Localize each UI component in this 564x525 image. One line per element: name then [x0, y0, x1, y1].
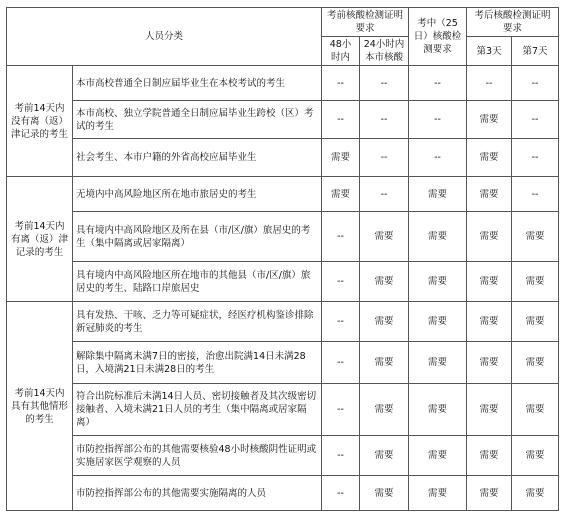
- cell-48h: --: [322, 436, 360, 476]
- cell-mid: 需要: [409, 212, 467, 262]
- cell-day3: 需要: [467, 101, 512, 139]
- cell-48h: --: [322, 342, 360, 384]
- group-label: 考前14天内有离（返）津记录的考生: [7, 177, 73, 302]
- header-24h: 24小时内本市核酸: [360, 37, 409, 66]
- cell-48h: --: [322, 302, 360, 342]
- cell-48h: 需要: [322, 139, 360, 177]
- cell-day3: 需要: [467, 342, 512, 384]
- cell-day7: 需要: [512, 212, 559, 262]
- cell-mid: --: [409, 66, 467, 101]
- header-mid-exam: 考中（25日）核酸检测要求: [409, 8, 467, 66]
- row-description: 解除集中隔离未满7日的密接，治愈出院满14日未满28日，入境满21日未满28日的考生: [73, 342, 322, 384]
- header-day7: 第7天: [512, 37, 559, 66]
- header-48h: 48小时内: [322, 37, 360, 66]
- cell-day7: --: [512, 139, 559, 177]
- cell-48h: --: [322, 476, 360, 511]
- group-label: 考前14天内具有其他情形的考生: [7, 302, 73, 511]
- row-description: 符合出院标准后未满14日人员、密切接触者及其次级密切接触者、入境未满21日人员的考生（集中隔离或居家隔离）: [73, 384, 322, 436]
- cell-mid: 需要: [409, 302, 467, 342]
- cell-48h: --: [322, 101, 360, 139]
- cell-day7: --: [512, 101, 559, 139]
- cell-day3: 需要: [467, 302, 512, 342]
- header-post-exam: 考后核酸检测证明要求: [467, 8, 559, 37]
- cell-24h: --: [360, 66, 409, 101]
- cell-day3: 需要: [467, 436, 512, 476]
- cell-24h: --: [360, 101, 409, 139]
- cell-24h: 需要: [360, 436, 409, 476]
- table-row: [7, 384, 559, 436]
- row-description: 市防控指挥部公布的其他需要核验48小时核酸阴性证明或实施居家医学观察的人员: [73, 436, 322, 476]
- table-row: [7, 177, 559, 212]
- cell-mid: 需要: [409, 384, 467, 436]
- requirements-table: [6, 7, 559, 511]
- row-description: 无境内中高风险地区所在地市旅居史的考生: [73, 177, 322, 212]
- row-description: 具有境内中高风险地区所在地市的其他县（市/区/旗）旅居史的考生、陆路口岸旅居史: [73, 262, 322, 302]
- cell-day7: 需要: [512, 436, 559, 476]
- cell-24h: 需要: [360, 262, 409, 302]
- cell-24h: --: [360, 139, 409, 177]
- row-description: 具有境内中高风险地区及所在县（市/区/旗）旅居史的考生（集中隔离或居家隔离）: [73, 212, 322, 262]
- table-row: [7, 476, 559, 511]
- cell-mid: --: [409, 101, 467, 139]
- cell-day3: 需要: [467, 212, 512, 262]
- cell-day7: 需要: [512, 342, 559, 384]
- cell-day3: 需要: [467, 139, 512, 177]
- group-label: 考前14天内没有离（返）津记录的考生: [7, 66, 73, 177]
- cell-day7: 需要: [512, 262, 559, 302]
- cell-mid: 需要: [409, 436, 467, 476]
- cell-48h: --: [322, 212, 360, 262]
- cell-day3: --: [467, 66, 512, 101]
- cell-24h: 需要: [360, 384, 409, 436]
- cell-day7: 需要: [512, 476, 559, 511]
- cell-mid: 需要: [409, 342, 467, 384]
- cell-24h: 需要: [360, 212, 409, 262]
- table-row: [7, 66, 559, 101]
- cell-mid: --: [409, 139, 467, 177]
- cell-day7: 需要: [512, 302, 559, 342]
- row-description: 本市高校普通全日制应届毕业生在本校考试的考生: [73, 66, 322, 101]
- header-category: 人员分类: [7, 8, 322, 66]
- cell-48h: --: [322, 66, 360, 101]
- table-row: [7, 101, 559, 139]
- cell-48h: --: [322, 384, 360, 436]
- table-row: [7, 139, 559, 177]
- table-row: [7, 436, 559, 476]
- cell-24h: 需要: [360, 476, 409, 511]
- table-row: [7, 212, 559, 262]
- cell-mid: 需要: [409, 262, 467, 302]
- table-row: [7, 302, 559, 342]
- cell-day7: --: [512, 66, 559, 101]
- header-day3: 第3天: [467, 37, 512, 66]
- row-description: 具有发热、干咳、乏力等可疑症状，经医疗机构鉴诊排除新冠肺炎的考生: [73, 302, 322, 342]
- cell-24h: 需要: [360, 302, 409, 342]
- cell-day7: --: [512, 177, 559, 212]
- header-pre-exam: 考前核酸检测证明要求: [322, 8, 409, 37]
- cell-48h: 需要: [322, 177, 360, 212]
- row-description: 市防控指挥部公布的其他需要实施隔离的人员: [73, 476, 322, 511]
- cell-day3: 需要: [467, 177, 512, 212]
- cell-24h: 需要: [360, 342, 409, 384]
- cell-day7: 需要: [512, 384, 559, 436]
- cell-48h: --: [322, 262, 360, 302]
- cell-day3: 需要: [467, 384, 512, 436]
- table-row: [7, 342, 559, 384]
- cell-mid: 需要: [409, 476, 467, 511]
- cell-24h: --: [360, 177, 409, 212]
- cell-day3: 需要: [467, 262, 512, 302]
- table-row: [7, 262, 559, 302]
- row-description: 社会考生、本市户籍的外省高校应届毕业生: [73, 139, 322, 177]
- cell-day3: 需要: [467, 476, 512, 511]
- row-description: 本市高校、独立学院普通全日制应届毕业生跨校（区）考试的考生: [73, 101, 322, 139]
- cell-mid: 需要: [409, 177, 467, 212]
